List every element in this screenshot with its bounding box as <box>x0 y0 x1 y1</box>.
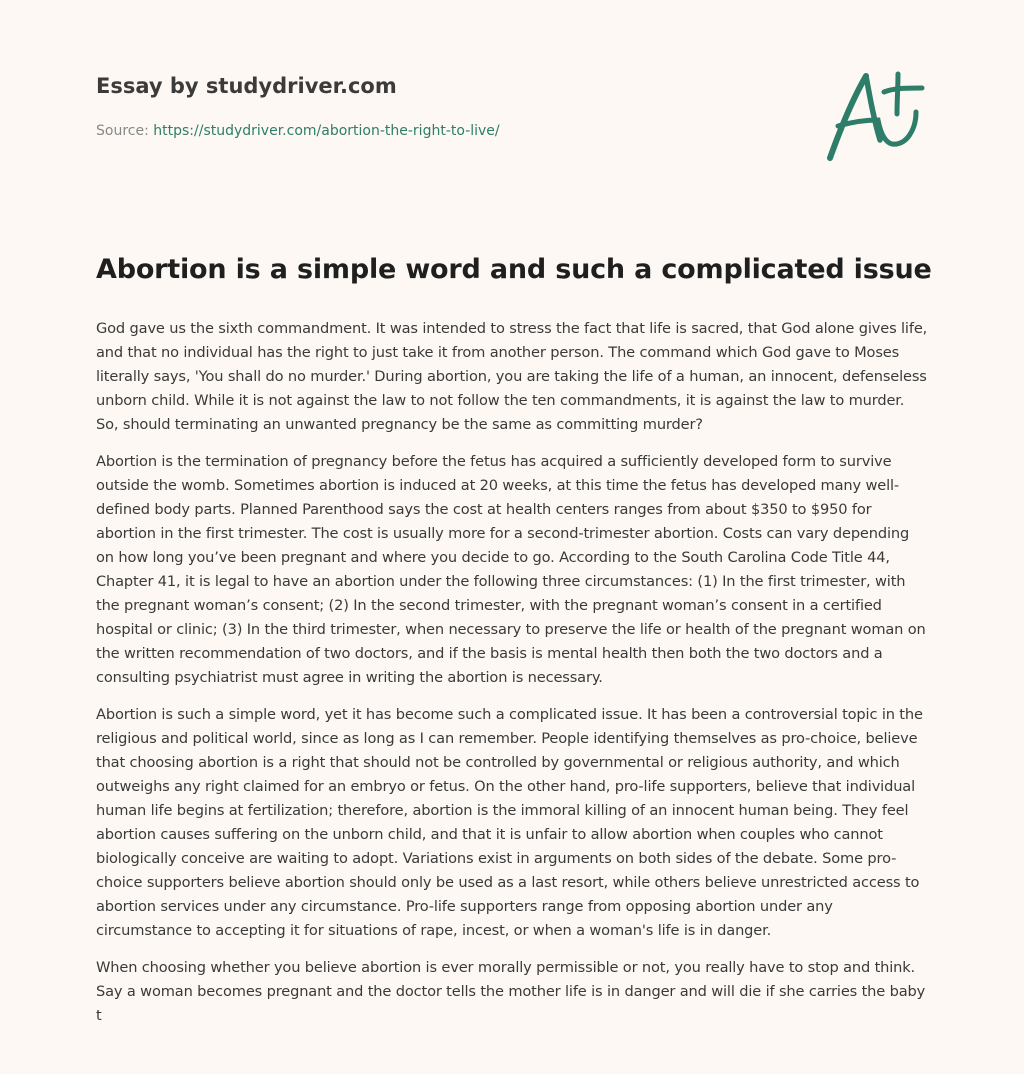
source-label: Source: <box>96 123 149 139</box>
source-line <box>96 123 500 139</box>
source-link[interactable]: https://studydriver.com/abortion-the-right-to-live/ <box>153 123 500 139</box>
paragraph: Abortion is such a simple word, yet it has become such a complicated issue. It has been a controversial topic in the religious and political world, since as long as I can remember. People identifying themselves as pro-choice, believe that choosing abortion is a right that should not be controlled by governmental or religious authority, and which outweighs any right claimed for an embryo or fetus. On the other hand, pro-life supporters, believe that individual human life begins at fertilization; therefore, abortion is the immoral killing of an innocent human being. They feel abortion causes suffering on the unborn child, and that it is unfair to allow abortion when couples who cannot biologically conceive are waiting to adopt. Variations exist in arguments on both sides of the debate. Some pro-choice supporters believe abortion should only be used as a last resort, while others believe unrestricted access to abortion services under any circumstance. Pro-life supporters range from opposing abortion under any circumstance to accepting it for situations of rape, incest, or when a woman's life is in danger. <box>96 706 923 939</box>
a-plus-logo-icon <box>826 68 926 164</box>
paragraph: Abortion is the termination of pregnancy before the fetus has acquired a sufficiently developed form to survive outside the womb. Sometimes abortion is induced at 20 weeks, at this time the fetus has developed many well-defined body parts. Planned Parenthood says the cost at health centers ranges from about $350 to $950 for abortion in the first trimester. The cost is usually more for a second-trimester abortion. Costs can vary depending on how long you’ve been pregnant and where you decide to go. According to the South Carolina Code Title 44, Chapter 41, it is legal to have an abortion under the following three circumstances: (1) In the first trimester, with the pregnant woman’s consent; (2) In the second trimester, with the pregnant woman’s consent in a certified hospital or clinic; (3) In the third trimester, when necessary to preserve the life or health of the pregnant woman on the written recommendation of two doctors, and if the basis is mental health then both the two doctors and a consulting psychiatrist must agree in writing the abortion is necessary. <box>96 453 926 686</box>
essay-body <box>96 317 931 1041</box>
paragraph: When choosing whether you believe abortion is ever morally permissible or not, you really have to stop and think. Say a woman becomes pregnant and the doctor tells the mother life is in danger and will die if she carries the baby t <box>96 959 926 1024</box>
essay-title: Abortion is a simple word and such a complicated issue <box>96 254 932 285</box>
paragraph: God gave us the sixth commandment. It was intended to stress the fact that life is sacred, that God alone gives life, and that no individual has the right to just take it from another person. The command which God gave to Moses literally says, 'You shall do no murder.' During abortion, you are taking the life of a human, an innocent, defenseless unborn child. While it is not against the law to not follow the ten commandments, it is against the law to murder. So, should terminating an unwanted pregnancy be the same as committing murder? <box>96 320 928 433</box>
site-title: Essay by studydriver.com <box>96 74 397 98</box>
